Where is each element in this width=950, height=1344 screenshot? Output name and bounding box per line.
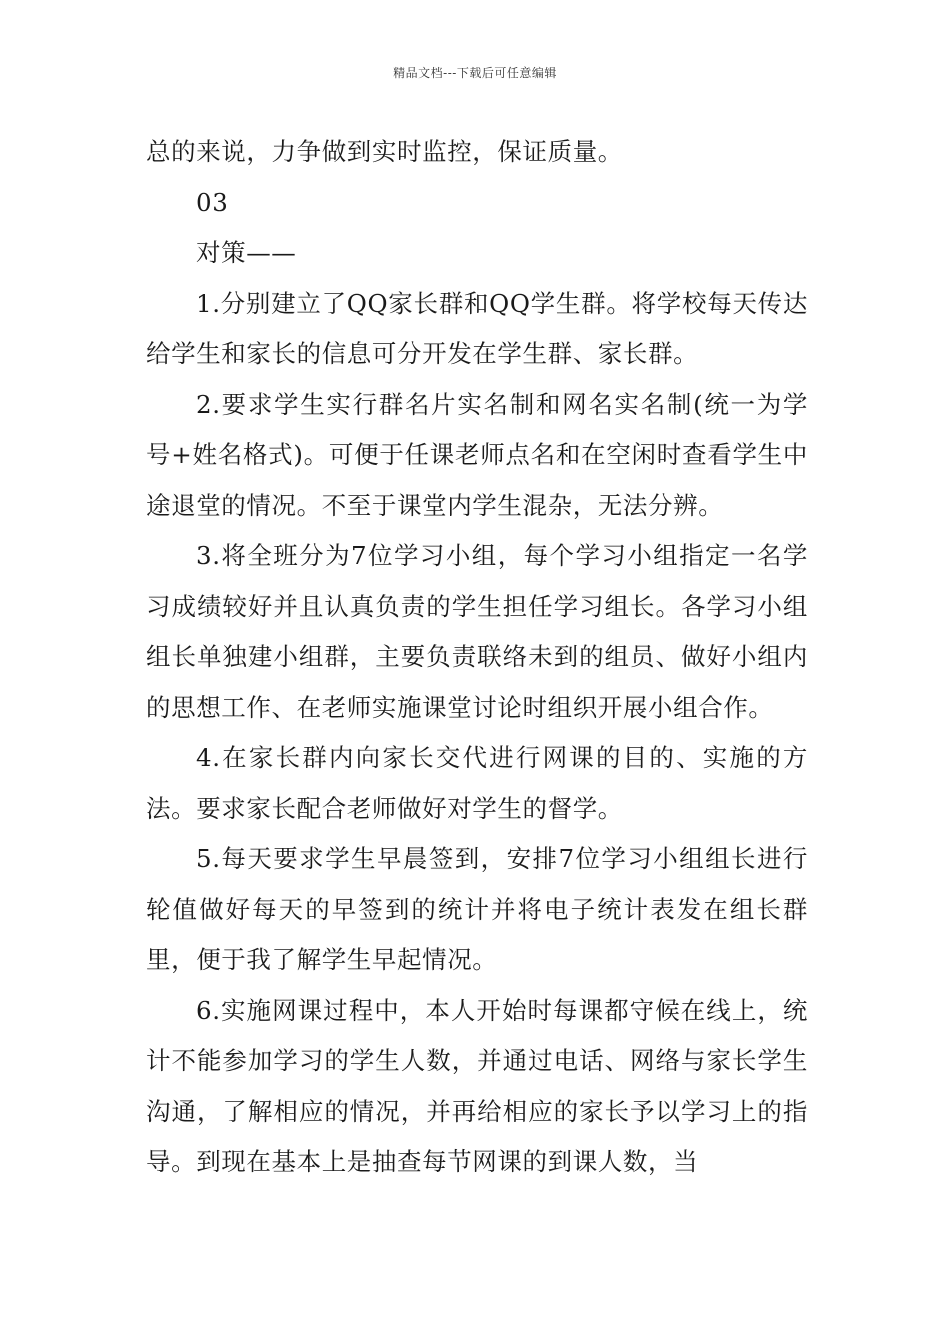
page-header: 精品文档---下载后可任意编辑 [393, 66, 557, 80]
paragraph-item-5: 5.每天要求学生早晨签到，安排7位学习小组组长进行轮值做好每天的早签到的统计并将电子统计表发在组长群里，便于我了解学生早起情况。 [146, 844, 808, 974]
paragraph-item-6: 6.实施网课过程中，本人开始时每课都守候在线上，统计不能参加学习的学生人数，并通过电话、网络与家长学生沟通，了解相应的情况，并再给相应的家长予以学习上的指导。到现在基本上是抽查每节网课的到课人数，当 [146, 995, 808, 1176]
paragraph-item-2: 2.要求学生实行群名片实名制和网名实名制(统一为学号+姓名格式)。可便于任课老师点名和在空闲时查看学生中途退堂的情况。不至于课堂内学生混杂，无法分辨。 [146, 389, 808, 520]
section-number: 03 [196, 187, 229, 217]
paragraph-item-4: 4.在家长群内向家长交代进行网课的目的、实施的方法。要求家长配合老师做好对学生的督学。 [146, 743, 808, 823]
document-body [146, 127, 808, 1188]
paragraph-item-3: 3.将全班分为7位学习小组，每个学习小组指定一名学习成绩较好并且认真负责的学生担任学习组长。各学习小组组长单独建小组群，主要负责联络未到的组员、做好小组内的思想工作、在老师实施课堂讨论时组织开展小组合作。 [146, 541, 808, 722]
paragraph-item-1: 1.分别建立了QQ家长群和QQ学生群。将学校每天传达给学生和家长的信息可分开发在学生群、家长群。 [146, 288, 808, 368]
section-heading: 对策—— [196, 238, 297, 267]
paragraph-summary: 总的来说，力争做到实时监控，保证质量。 [146, 137, 623, 166]
